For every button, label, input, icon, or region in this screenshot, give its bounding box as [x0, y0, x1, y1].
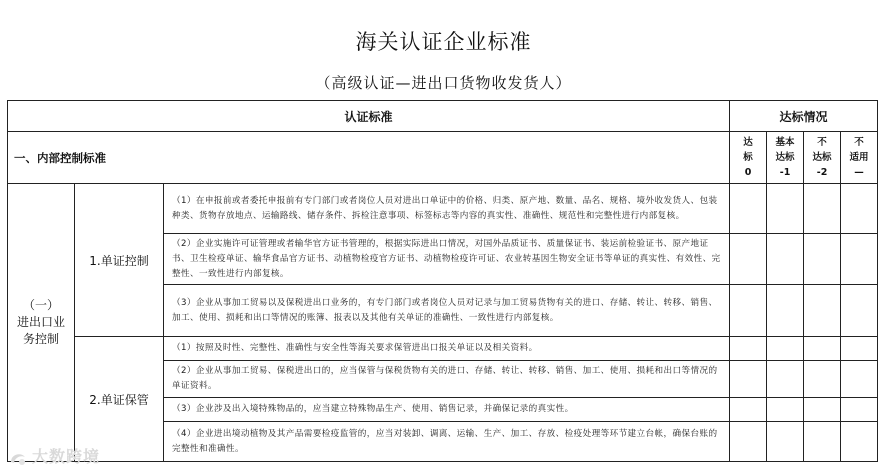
status-cell[interactable]	[767, 422, 804, 462]
status-cell[interactable]	[730, 234, 767, 285]
level-noncompliant: 不 达标 -2	[804, 132, 841, 184]
group-label-doc-control: 1.单证控制	[75, 184, 164, 337]
section-title: 一、内部控制标准	[8, 132, 730, 184]
list-item: （1）在申报前或者委托申报前有专门部门或者岗位人员对进出口单证中的价格、归类、原产地、数量、品名、规格、境外收发货人、包装种类、货物存放地点、运输路线、储存条件、拆检注意事项、标签标志等内容的真实性、准确性、规范性和完整性进行内部复核。	[164, 184, 730, 234]
status-cell[interactable]	[841, 361, 878, 398]
list-item: （3）企业涉及出入境特殊物品的，应当建立特殊物品生产、使用、销售记录，并确保记录的真实性。	[164, 398, 730, 422]
status-cell[interactable]	[841, 285, 878, 337]
status-cell[interactable]	[841, 422, 878, 462]
status-cell[interactable]	[730, 285, 767, 337]
status-cell[interactable]	[767, 234, 804, 285]
header-status: 达标情况	[730, 101, 878, 132]
status-cell[interactable]	[804, 184, 841, 234]
status-cell[interactable]	[767, 184, 804, 234]
level-basic-compliant: 基本 达标 -1	[767, 132, 804, 184]
status-cell[interactable]	[730, 184, 767, 234]
status-cell[interactable]	[841, 234, 878, 285]
status-cell[interactable]	[767, 361, 804, 398]
list-item: （4）企业进出境动植物及其产品需要检疫监管的，应当对装卸、调离、运输、生产、加工、存放、检疫处理等环节建立台帐，确保台账的完整性和准确性。	[164, 422, 730, 462]
list-item: （2）企业实施许可证管理或者输华官方证书管理的，根据实际进出口情况，对国外品质证书、质量保证书、装运前检验证书、原产地证书、卫生检疫单证、输华食品官方证书、动植物检疫官方证书、动植物检疫许可证、农业转基因生物安全证书等单证的真实性、有效性、完整性、一致性进行内部复核。	[164, 234, 730, 285]
header-standard: 认证标准	[8, 101, 730, 132]
standards-table	[7, 100, 878, 462]
status-cell[interactable]	[804, 422, 841, 462]
watermark-logo-icon	[8, 449, 28, 467]
status-cell[interactable]	[767, 398, 804, 422]
category-cell: （一） 进出口业 务控制	[8, 184, 75, 462]
status-cell[interactable]	[804, 285, 841, 337]
watermark	[8, 444, 100, 467]
level-not-applicable: 不 适用 —	[841, 132, 878, 184]
group-label-doc-storage: 2.单证保管	[75, 337, 164, 462]
status-cell[interactable]	[804, 361, 841, 398]
status-cell[interactable]	[767, 337, 804, 361]
status-cell[interactable]	[804, 398, 841, 422]
status-cell[interactable]	[804, 337, 841, 361]
list-item: （2）企业从事加工贸易、保税进出口的，应当保管与保税货物有关的进口、存储、转让、转移、销售、加工、使用、损耗和出口等情况的单证资料。	[164, 361, 730, 398]
status-cell[interactable]	[767, 285, 804, 337]
document-title: 海关认证企业标准	[355, 30, 532, 54]
document-subtitle: （高级认证—进出口货物收发货人）	[315, 74, 572, 92]
status-cell[interactable]	[730, 422, 767, 462]
level-compliant: 达 标 0	[730, 132, 767, 184]
status-cell[interactable]	[730, 361, 767, 398]
status-cell[interactable]	[804, 234, 841, 285]
status-cell[interactable]	[841, 337, 878, 361]
status-cell[interactable]	[730, 337, 767, 361]
status-cell[interactable]	[841, 184, 878, 234]
status-cell[interactable]	[841, 398, 878, 422]
list-item: （1）按照及时性、完整性、准确性与安全性等海关要求保管进出口报关单证以及相关资料。	[164, 337, 730, 361]
list-item: （3）企业从事加工贸易以及保税进出口业务的，有专门部门或者岗位人员对记录与加工贸易货物有关的进口、存储、转让、转移、销售、加工、使用、损耗和出口等情况的账簿、报表以及其他有关单证的准确性、一致性进行内部复核。	[164, 285, 730, 337]
status-cell[interactable]	[730, 398, 767, 422]
watermark-text: 大数跨境	[32, 447, 101, 466]
